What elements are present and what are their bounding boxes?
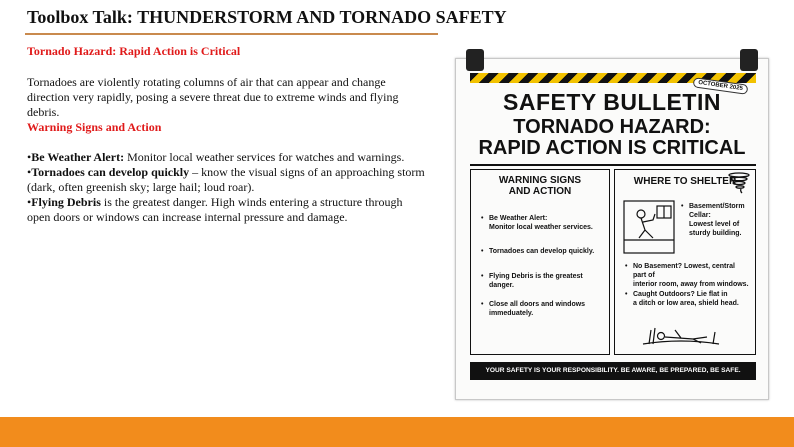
list-item [481, 247, 603, 256]
where-to-shelter-column [614, 169, 756, 355]
section-heading-warning-signs: Warning Signs and Action [27, 120, 162, 134]
slide-title: Toolbox Talk: THUNDERSTORM AND TORNADO SAFETY [27, 7, 507, 27]
list-item-text: • Close all doors and windows [489, 301, 586, 308]
list-item-text: danger. [489, 282, 514, 289]
tornado-icon [727, 172, 751, 194]
clip-icon [466, 49, 484, 71]
poster-subtitle-line: RAPID ACTION IS CRITICAL [478, 137, 746, 159]
bullet-continuation: (dark, often greenish sky; large hail; loud roar). [27, 180, 255, 194]
bullet-item: •Flying Debris is the greatest danger. High winds entering a structure through [27, 195, 403, 209]
list-item-text: Lowest level of [689, 221, 740, 228]
title-underline [25, 33, 438, 35]
text-content [27, 44, 447, 225]
list-item-text: interior room, away from windows. [633, 281, 749, 288]
person-lying-flat-icon [641, 318, 721, 350]
list-item [681, 202, 749, 238]
bullet-item: •Tornadoes can develop quickly – know the visual signs of an approaching storm [27, 165, 425, 179]
poster-subtitle [456, 117, 768, 159]
list-item-text: • Flying Debris is the greatest [489, 273, 583, 280]
bullet-bold: Be Weather Alert: [31, 150, 125, 164]
list-item [481, 214, 603, 232]
list-item-text: a ditch or low area, shield head. [633, 300, 739, 307]
list-item-text: • Tornadoes can develop quickly. [489, 248, 595, 255]
bottom-accent-bar [0, 417, 794, 447]
column-heading-line: AND ACTION [508, 186, 572, 197]
list-item-text: sturdy building. [689, 230, 742, 237]
column-heading: WHERE TO SHELTER [633, 176, 737, 187]
intro-line: Tornadoes are violently rotating columns of air that can appear and change [27, 75, 386, 89]
person-crouching-icon [623, 200, 675, 254]
bullet-text: is the greatest danger. High winds entering a structure through [100, 195, 403, 209]
list-item [625, 262, 749, 289]
warning-signs-column [470, 169, 610, 355]
intro-paragraph [27, 75, 447, 120]
column-heading [471, 175, 609, 197]
list-item-text: immeduately. [489, 310, 534, 317]
bullet-bold: Flying Debris [31, 195, 101, 209]
list-item [481, 272, 603, 290]
safety-bulletin-poster [455, 58, 769, 400]
list-item [481, 300, 603, 318]
poster-footer: YOUR SAFETY IS YOUR RESPONSIBILITY. BE AWARE, BE PREPARED, BE SAFE. [470, 362, 756, 380]
date-stamp: OCTOBER 2025 [693, 77, 749, 95]
intro-line: direction very rapidly, posing a severe threat due to extreme winds and flying [27, 90, 399, 104]
bullet-text: – know the visual signs of an approaching storm [189, 165, 425, 179]
bullet-item: •Be Weather Alert: Monitor local weather services for watches and warnings. [27, 150, 405, 164]
bullet-text: Monitor local weather services for watches and warnings. [124, 150, 405, 164]
poster-title: SAFETY BULLETIN [503, 89, 721, 115]
intro-line: debris. [27, 105, 60, 119]
list-item-text: • Caught Outdoors? Lie flat in [633, 291, 728, 298]
list-item-text: • Basement/Storm Cellar: [689, 203, 745, 219]
list-item-text: • No Basement? Lowest, central part of [633, 263, 735, 279]
list-item-text: Monitor local weather services. [489, 224, 593, 231]
poster-divider [470, 164, 756, 166]
clip-icon [740, 49, 758, 71]
section-heading-tornado-hazard: Tornado Hazard: Rapid Action is Critical [27, 44, 241, 58]
poster-subtitle-line: TORNADO HAZARD: [513, 116, 711, 138]
list-item [625, 290, 749, 308]
bullet-bold: Tornadoes can develop quickly [31, 165, 190, 179]
list-item-text: • Be Weather Alert: [489, 215, 548, 222]
bullet-continuation: open doors or windows can increase internal pressure and damage. [27, 210, 348, 224]
column-heading-line: WARNING SIGNS [498, 175, 582, 186]
bullet-list [27, 150, 447, 225]
